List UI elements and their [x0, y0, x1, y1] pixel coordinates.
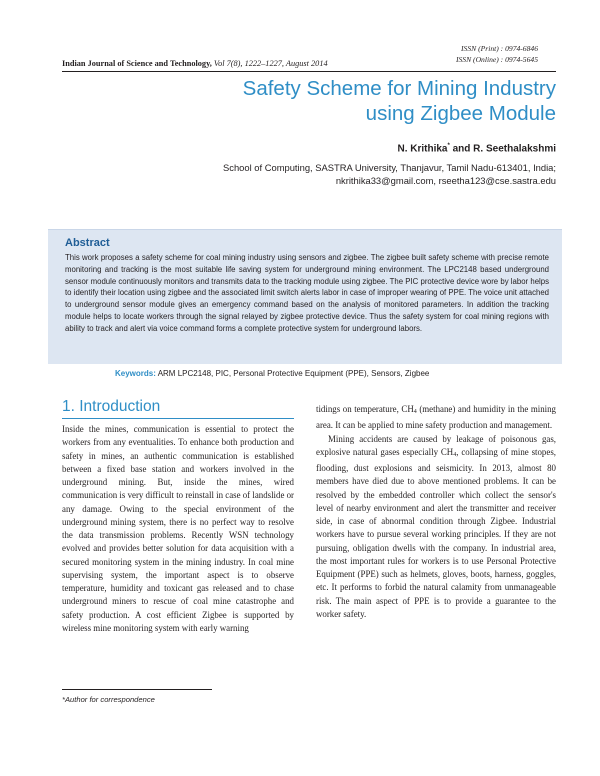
affiliation [156, 161, 556, 187]
p2-text-b: , collapsing of mine stopes, flooding, dust explosions and seismicity. In 2013, almost 80 members have died due to above mentioned problems. It can be resolved by the embedded controller which collect the sensor's level of nearby environment and alert the transmitter and receiver side, in case of abnormal condition through Zigbee. Industrial workers have to pursue several working principles. If they are not pursuing, obligation dwells with the company. In industrial area, the most important rules for workers is to use Personal Protective Equipment (PPE) such as helmets, gloves, boots, harness, goggles, etc. It performs to forbid the natural calamity from unmanageable risk. The main aspect of PPE is to provide a guarantee to the worker safety. [316, 446, 556, 619]
keywords-label: Keywords: [115, 369, 156, 378]
author-1: N. Krithika [397, 143, 448, 155]
ch4-subscript: 4 [413, 409, 417, 415]
journal-details: Vol 7(8), 1222–1227, August 2014 [211, 59, 328, 68]
title-line-1: Safety Scheme for Mining Industry [242, 77, 556, 100]
affiliation-line-1: School of Computing, SASTRA University, Thanjavur, Tamil Nadu-613401, India; [223, 162, 556, 173]
journal-name: Indian Journal of Science and Technology, [62, 59, 212, 68]
paper-title [136, 76, 556, 126]
keywords [115, 369, 429, 378]
body-column-right [316, 403, 556, 621]
p1-text-a: tidings on temperature, CH [316, 404, 414, 414]
issn-block [456, 43, 538, 65]
ch4-subscript: 4 [453, 451, 457, 458]
p1-text-b: (methane) and humidity in the mining area. It can be applied to mine safety production and management. [316, 404, 556, 431]
issn-print: ISSN (Print) : 0974-6846 [461, 44, 538, 53]
journal-citation [62, 59, 328, 68]
section-heading-rule [62, 418, 294, 419]
body-column-left [62, 423, 294, 635]
corresponding-mark: * [447, 143, 450, 149]
intro-paragraph-2 [316, 433, 556, 622]
intro-paragraph-1: Inside the mines, communication is essential to protect the workers from any eventualities. To enhance both production and safety in mines, an authentic communication is established between a fixed base station and workers involved in the underground mining. But, inside the mines, wired communication is very difficult to reinstall in case of landslide or any damage. Owing to the special environment of the underground mining system, there is no perfect way to resolve the data transmission problems. Recently WSN technology evolved and provides better solution for data acquisition with a secured monitoring system in the mining industry. In coal mine supervising system, the important aspect is to observe temperature, humidity and toxicant gas released and to chase underground miners to rescue of coal mine catastrophe and safety production. A cost efficient Zigbee is supported by wireless mine monitoring system with early warning [62, 424, 295, 633]
abstract-text: This work proposes a safety scheme for coal mining industry using sensors and zigbee. The zigbee built safety scheme with precise remote monitoring and tracking is the most suitable life saving system for underground mining environment. The LPC2148 based underground sensor module continuously monitors and transmits data to the tracking module using zigbee. The PIC protective device wore by labor helps to identify their location using zigbee and the associated limit switch alerts labor in case of improper wearing of PPE. The voice unit attached to underground sensor module gives an emergency command based on the analysis of monitored parameters. In addition the tracking module helps to locate workers through the signal relayed by zigbee protective device. Thus the safety system for coal mining regions with ability to track and alert via voice command forms a complete protective system for underground labors. [65, 253, 549, 333]
footnote: *Author for correspondence [62, 695, 155, 704]
section-heading: 1. Introduction [62, 398, 161, 415]
header-rule [62, 71, 556, 72]
p2-text-a: Mining accidents are caused by leakage of poisonous gas, explosive natural gases especially CH [316, 433, 556, 457]
abstract-heading: Abstract [65, 237, 110, 249]
title-line-2: using Zigbee Module [365, 102, 556, 125]
intro-paragraph-1-cont [316, 403, 556, 433]
issn-online: ISSN (Online) : 0974-5645 [455, 55, 538, 64]
author-list [397, 143, 556, 154]
author-2: and R. Seethalakshmi [449, 143, 556, 155]
author-emails: nkrithika33@gmail.com, rseetha123@cse.sastra.edu [335, 175, 556, 186]
footnote-rule [62, 689, 212, 690]
keywords-text: ARM LPC2148, PIC, Personal Protective Equipment (PPE), Sensors, Zigbee [155, 369, 430, 378]
